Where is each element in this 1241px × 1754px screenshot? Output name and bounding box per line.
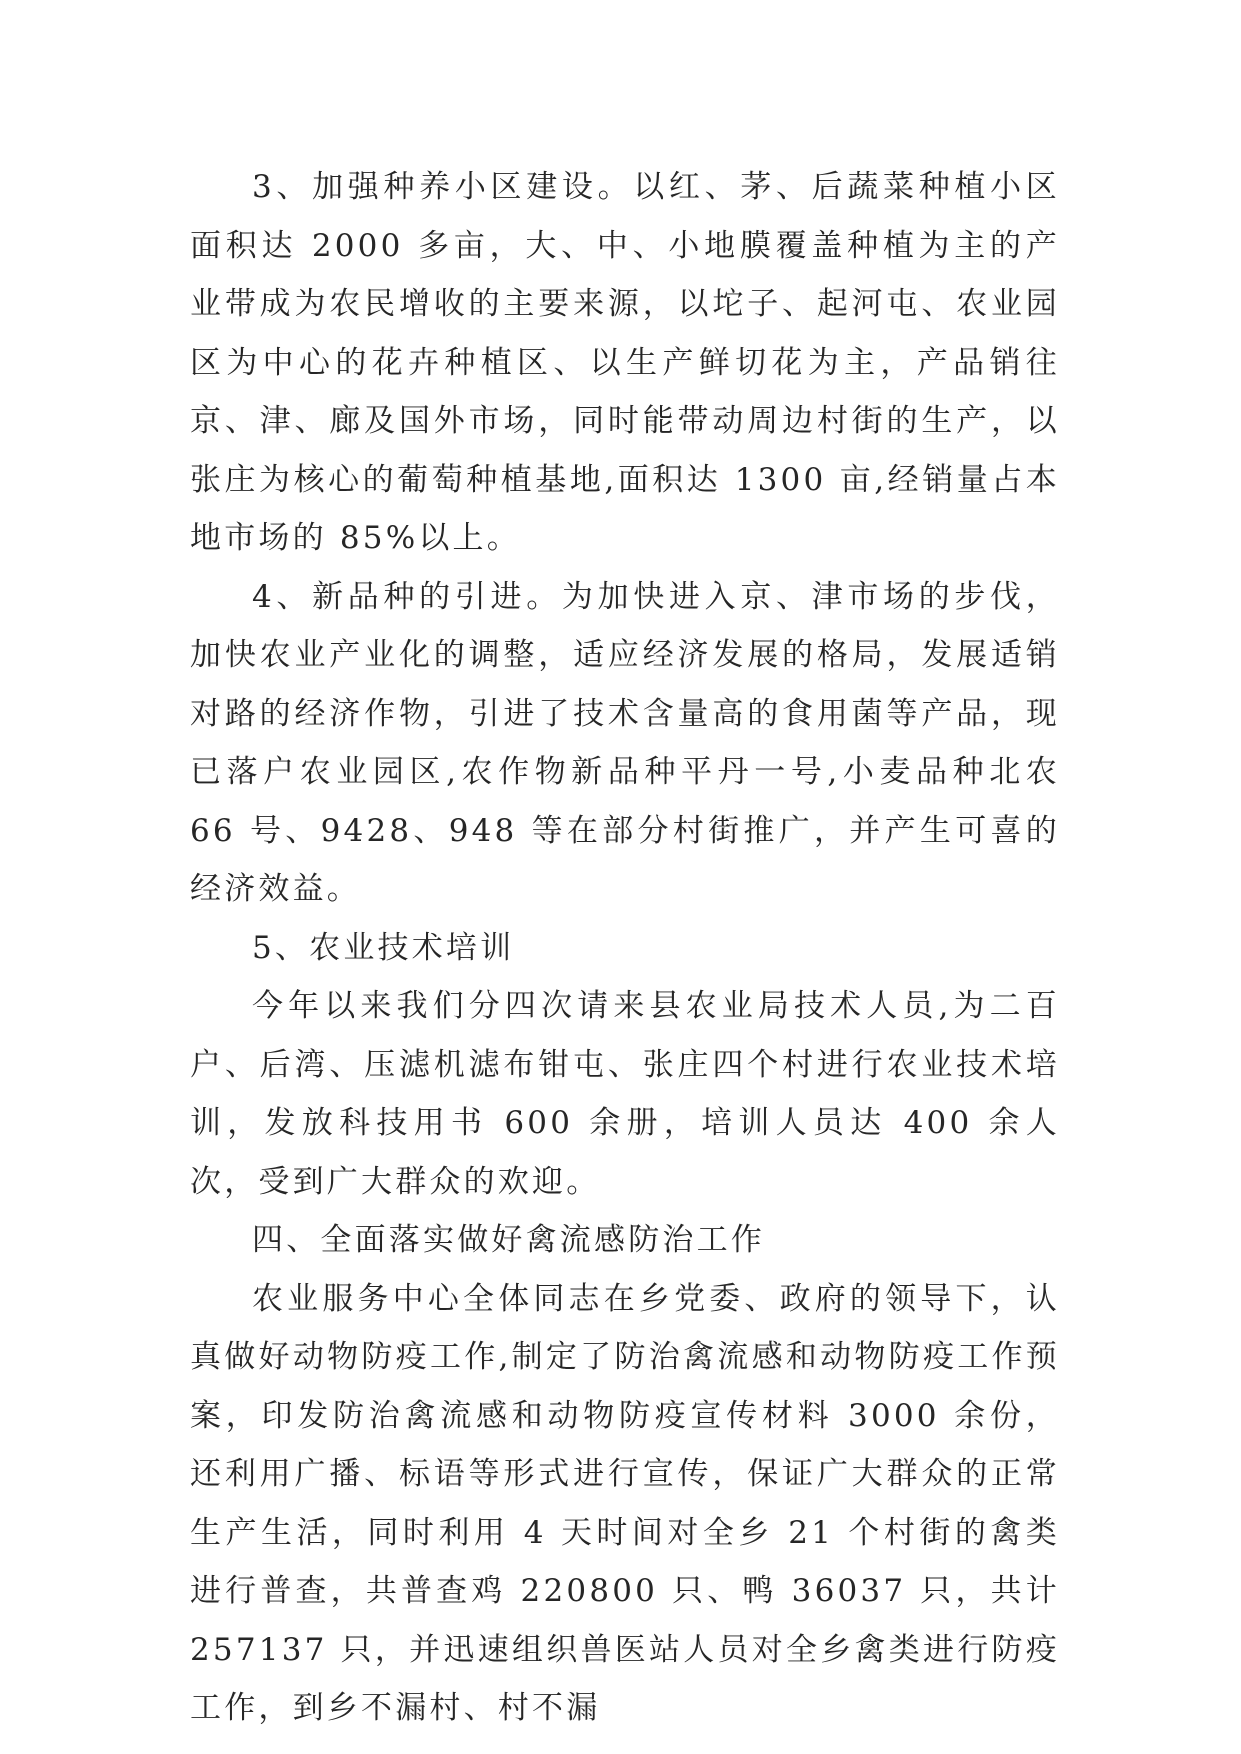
document-body — [190, 158, 1060, 1738]
section-heading-tech-training: 5、农业技术培训 — [252, 929, 515, 966]
paragraph-tech-training: 今年以来我们分四次请来县农业局技术人员,为二百户、后湾、压滤机滤布钳屯、张庄四个村进行农业技术培训，发放科技用书 600 余册，培训人员达 400 余人次，受到广大群众的欢迎。 — [190, 988, 1060, 1200]
paragraph-planting-zones: 3、加强种养小区建设。以红、茅、后蔬菜种植小区面积达 2000 多亩，大、中、小地膜覆盖种植为主的产业带成为农民增收的主要来源，以坨子、起河屯、农业园区为中心的花卉种植区、以生产鲜切花为主，产品销往京、津、廊及国外市场，同时能带动周边村街的生产，以张庄为核心的葡萄种植基地,面积达 1300 亩,经销量占本地市场的 85%以上。 — [190, 169, 1060, 556]
paragraph-avian-flu: 农业服务中心全体同志在乡党委、政府的领导下，认真做好动物防疫工作,制定了防治禽流感和动物防疫工作预案，印发防治禽流感和动物防疫宣传材料 3000 余份，还利用广播、标语等形式进行宣传，保证广大群众的正常生产生活，同时利用 4 天时间对全乡 21 个村街的禽类进行普查，共普查鸡 220800 只、鸭 36037 只，共计 257137 只，并迅速组织兽医站人员对全乡禽类进行防疫工作，到乡不漏村、村不漏 — [190, 1280, 1060, 1726]
paragraph-new-varieties: 4、新品种的引进。为加快进入京、津市场的步伐，加快农业产业化的调整，适应经济发展的格局，发展适销对路的经济作物，引进了技术含量高的食用菌等产品，现已落户农业园区,农作物新品种平丹一号,小麦品种北农 66 号、9428、948 等在部分村街推广，并产生可喜的经济效益。 — [190, 578, 1060, 907]
section-heading-avian-flu: 四、全面落实做好禽流感防治工作 — [252, 1222, 765, 1258]
